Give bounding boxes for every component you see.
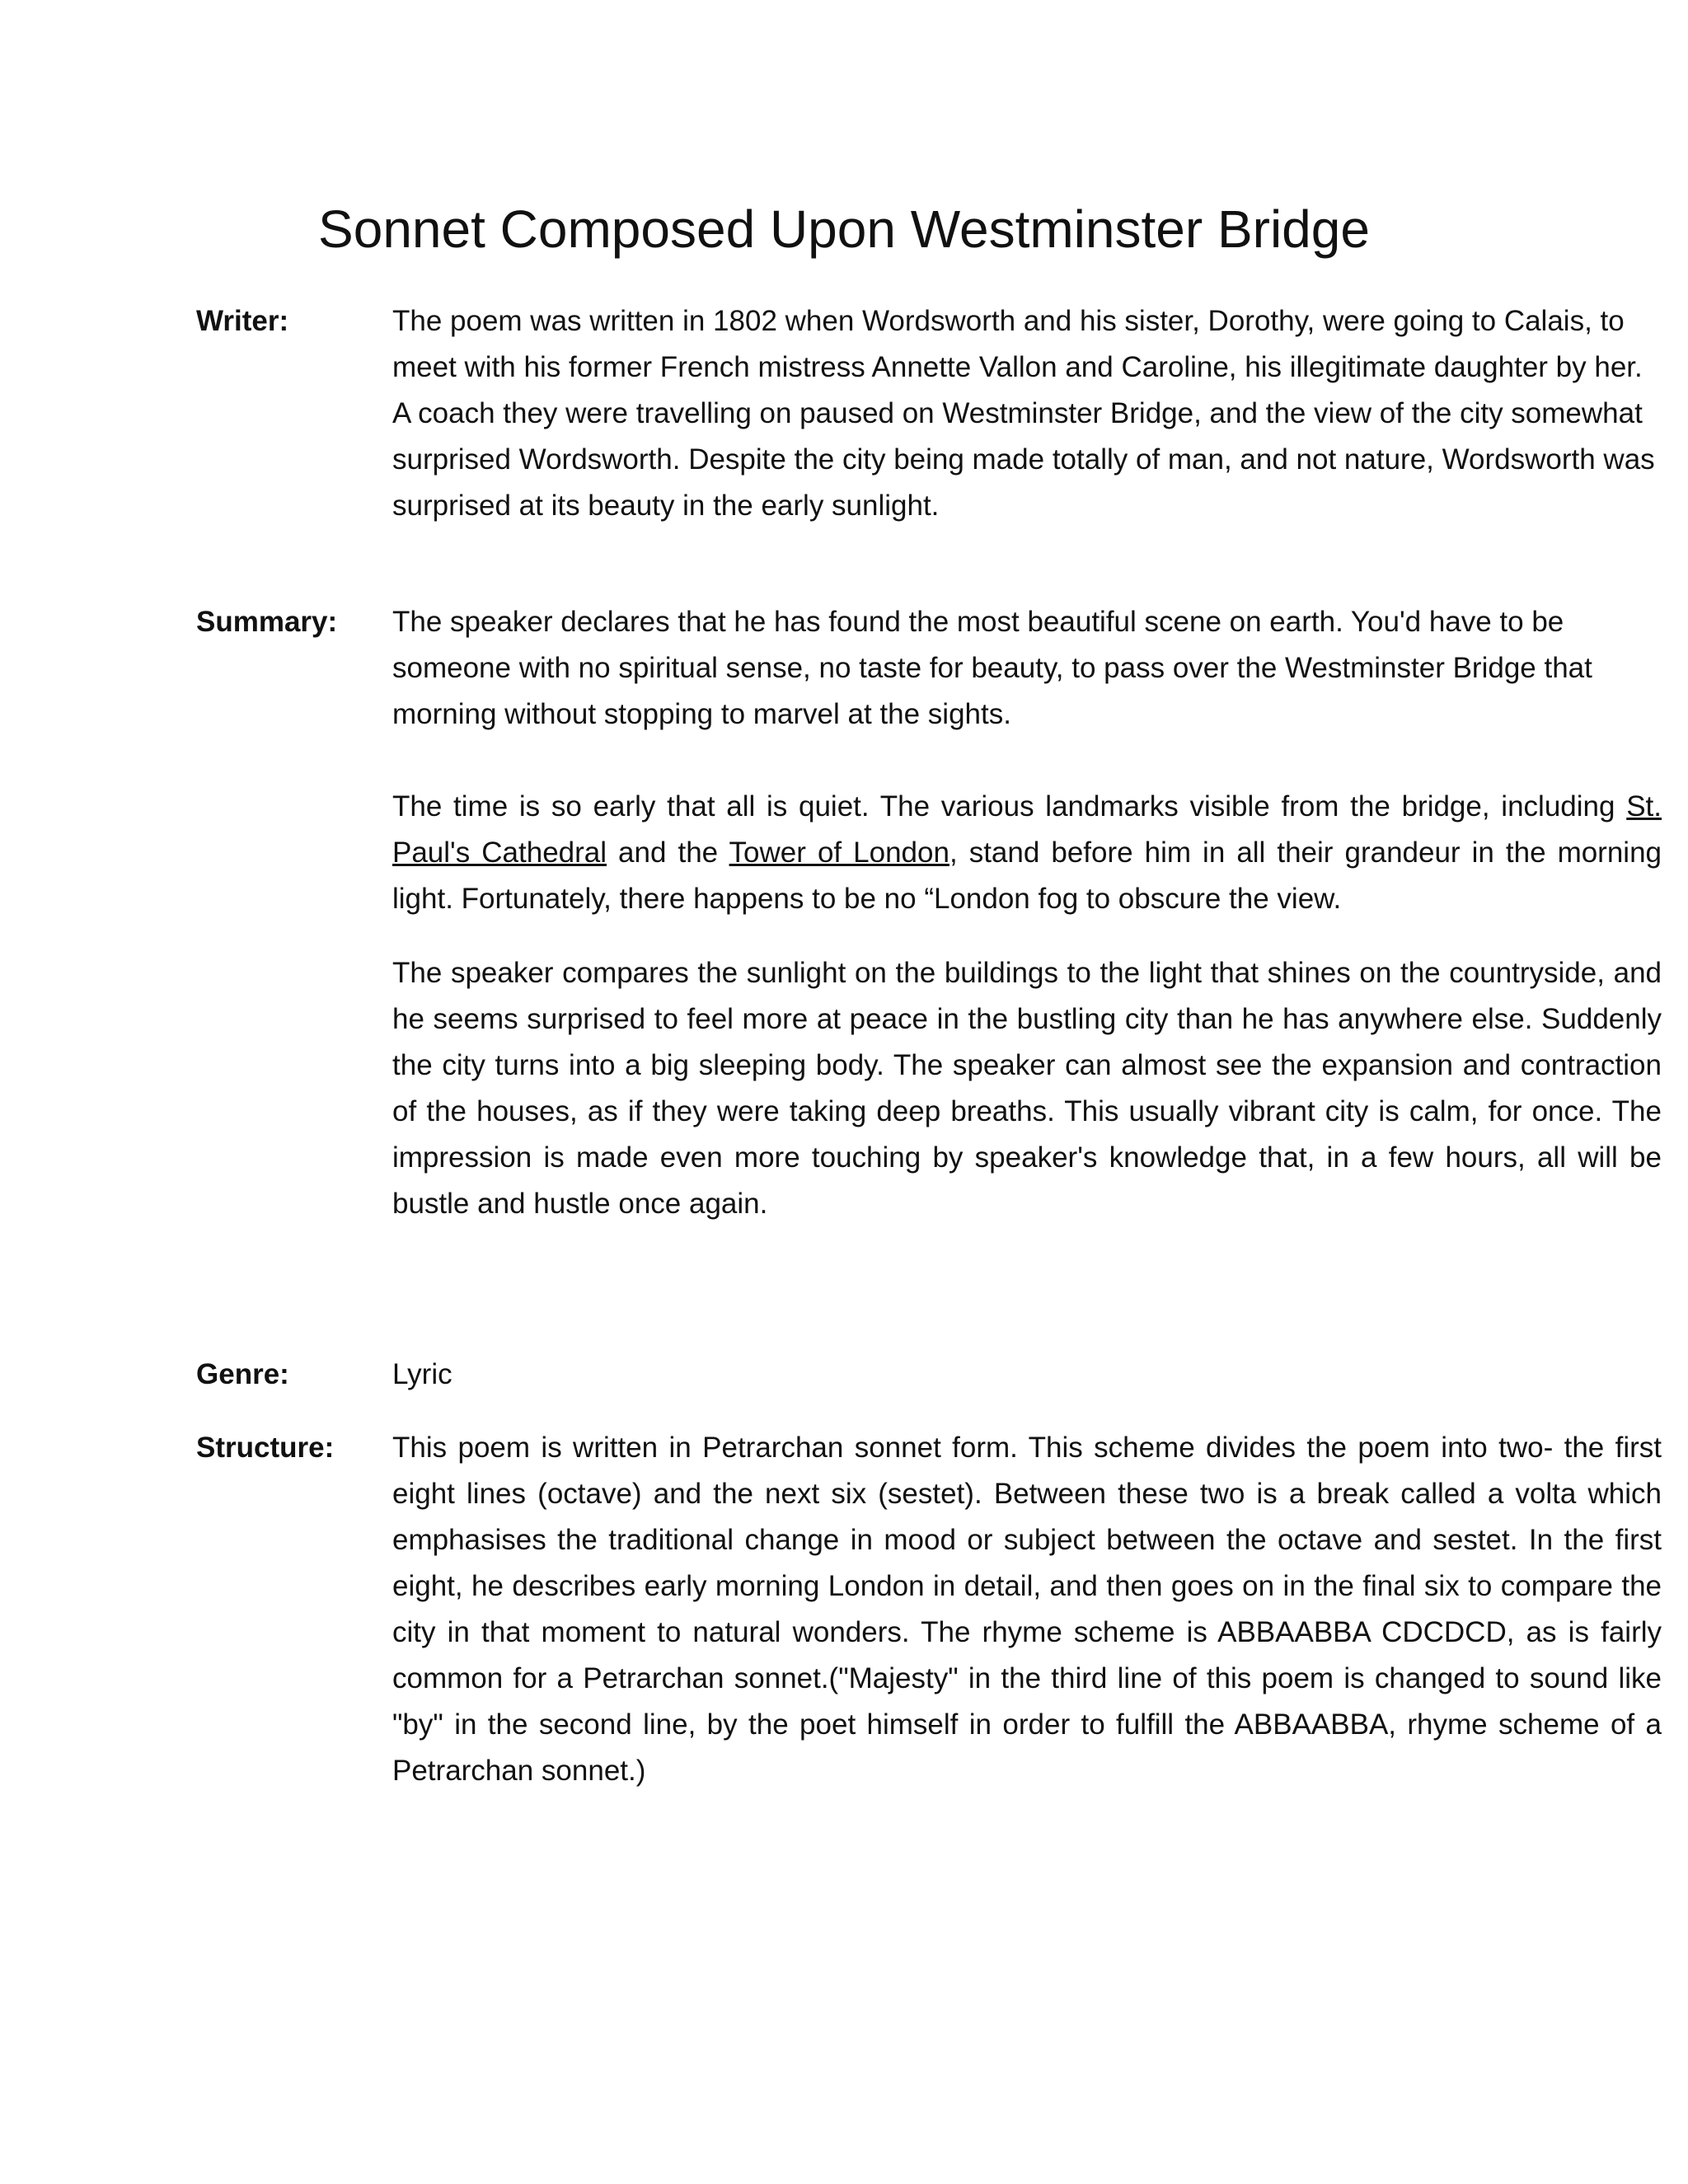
summary-label: Summary: <box>196 606 338 638</box>
summary-paragraph-1: The speaker declares that he has found the most beautiful scene on earth. You'd have to be someone with no spiritual sense, no taste for beauty, to pass over the Westminster Bridge that morning without stopping to marvel at the sights. <box>392 606 1592 730</box>
summary-paragraph-2-middle: and the <box>607 837 729 869</box>
summary-paragraph-2 <box>392 784 1662 922</box>
summary-paragraph-2-end: , stand before him in all their grandeur in the morning light. Fortunately, there happens to be no “London fog to obscure the view. <box>392 837 1662 915</box>
writer-section <box>196 298 1655 529</box>
genre-label: Genre: <box>196 1358 289 1390</box>
summary-content <box>392 599 1662 1227</box>
tower-of-london-link[interactable]: Tower of London <box>729 837 950 869</box>
writer-content <box>392 298 1662 529</box>
writer-label: Writer: <box>196 305 289 337</box>
structure-label: Structure: <box>196 1432 335 1464</box>
summary-paragraph-3: The speaker compares the sunlight on the buildings to the light that shines on the countryside, and he seems surprised to feel more at peace in the bustling city than he has anywhere else. Suddenly the city turns into a big sleeping body. The speaker can almost see the expansion and contraction of the houses, as if they were taking deep breaths. This usually vibrant city is calm, for once. The impression is made even more touching by speaker's knowledge that, in a few hours, all will be bustle and hustle once again. <box>392 957 1662 1220</box>
genre-text: Lyric <box>392 1358 452 1390</box>
summary-paragraph-2-start: The time is so early that all is quiet. The various landmarks visible from the bridge, including <box>392 790 1627 823</box>
genre-content <box>392 1352 1662 1398</box>
structure-content <box>392 1425 1662 1794</box>
structure-text: This poem is written in Petrarchan sonnet form. This scheme divides the poem into two- the first eight lines (octave) and the next six (sestet). Between these two is a break called a volta which emphasises the traditional change in mood or subject between the octave and sestet. In the first eight, he describes early morning London in detail, and then goes on in the final six to compare the city in that moment to natural wonders. The rhyme scheme is ABBAABBA CDCDCD, as is fairly common for a Petrarchan sonnet.("Majesty" in the third line of this poem is changed to sound like "by" in the second line, by the poet himself in order to fulfill the ABBAABBA, rhyme scheme of a Petrarchan sonnet.) <box>392 1432 1662 1787</box>
writer-text: The poem was written in 1802 when Wordsworth and his sister, Dorothy, were going to Calais, to meet with his former French mistress Annette Vallon and Caroline, his illegitimate daughter by her. A coach they were travelling on paused on Westminster Bridge, and the view of the city somewhat surprised Wordsworth. Despite the city being made totally of man, and not nature, Wordsworth was surprised at its beauty in the early sunlight. <box>392 305 1655 522</box>
st-pauls-cathedral-link[interactable]: St. Paul's Cathedral <box>392 790 1662 869</box>
summary-section <box>196 599 1662 1227</box>
genre-section <box>196 1352 1474 1398</box>
page-title: Sonnet Composed Upon Westminster Bridge <box>318 199 1370 259</box>
structure-section <box>196 1425 1662 1794</box>
